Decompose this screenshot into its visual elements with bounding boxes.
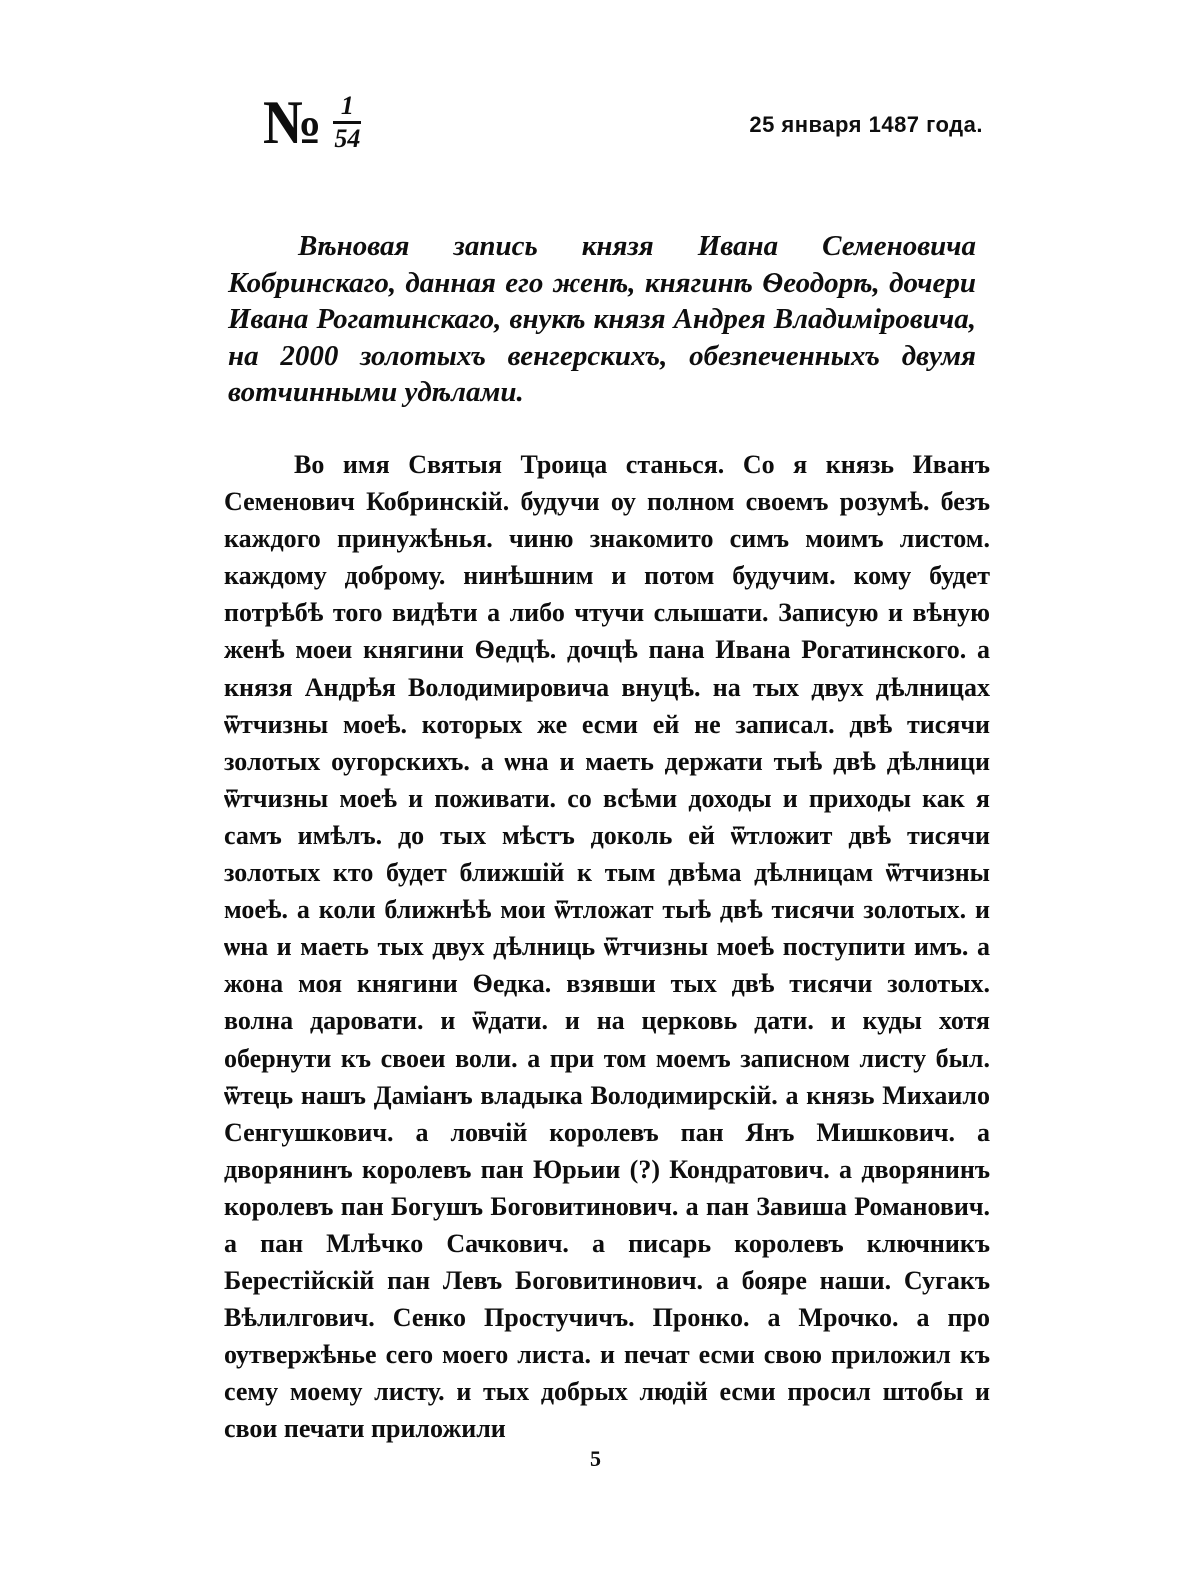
page-number: 5 bbox=[590, 1446, 601, 1471]
document-header bbox=[263, 89, 983, 172]
document-date: 25 января 1487 года. bbox=[749, 112, 983, 137]
document-summary: Вѣновая запись князя Ивана Семеновича Кобринскаго, данная его женѣ, княгинѣ Ѳеодорѣ, дочери Ивана Рогатинскаго, внукѣ князя Андрея Владиміровича, на 2000 золотыхъ венгерскихъ, обезпеченныхъ двумя вотчинными удѣлами. bbox=[228, 230, 976, 408]
number-sign: № bbox=[263, 89, 321, 157]
number-denominator: 54 bbox=[334, 124, 361, 153]
number-fraction bbox=[333, 91, 361, 153]
number-numerator: 1 bbox=[340, 91, 354, 120]
document-body: Во имя Святыя Троица станься. Со я князь Иванъ Семенович Кобринскій. будучи оу полном своемъ розумѣ. безъ каждого принужѣнья. чиню знакомито симъ моимъ листом. каждому доброму. нинѣшним и потом будучим. кому будет потрѣбѣ того видѣти а либо чтучи слышати. Записую и вѣную женѣ моеи княгини Ѳедцѣ. дочцѣ пана Ивана Рогатинского. а князя Андрѣя Володимировича внуцѣ. на тых двух дѣлницах ѿтчизны моеѣ. которых же есми ей не записал. двѣ тисячи золотых оугорскихъ. а ѡна и маеть держати тыѣ двѣ дѣлници ѿтчизны моеѣ и поживати. со всѣми доходы и приходы как я самъ имѣлъ. до тых мѣстъ доколь ей ѿтложит двѣ тисячи золотых кто будет ближшій к тым двѣма дѣлницам ѿтчизны моеѣ. а коли ближнѣѣ мои ѿтложат тыѣ двѣ тисячи золотых. и ѡна и маеть тых двух дѣлниць ѿтчизны моеѣ поступити имъ. а жона моя княгини Ѳедка. взявши тых двѣ тисячи золотых. волна даровати. и ѿдати. и на церковь дати. и куды хотя обернути къ своеи воли. а при том моемъ записном листу был. ѿтець нашъ Даміанъ владыка Володимирскій. а князь Михаило Сенгушкович. а ловчій королевъ пан Янъ Мишкович. а дворянинъ королевъ пан Юрьии (?) Кондратович. а дворянинъ королевъ пан Богушъ Боговитинович. а пан Завиша Романович. а пан Млѣчко Сачкович. а писарь королевъ ключникъ Берестійскій пан Левъ Боговитинович. а бояре наши. Сугакъ Вѣлилгович. Сенко Простучичъ. Пронко. а Мрочко. а про оутвержѣнье сего моего листа. и печат есми свою приложил къ сему моему листу. и тых добрых людій есми просил штобы и свои печати приложили bbox=[224, 450, 990, 1444]
document-number bbox=[263, 89, 361, 157]
